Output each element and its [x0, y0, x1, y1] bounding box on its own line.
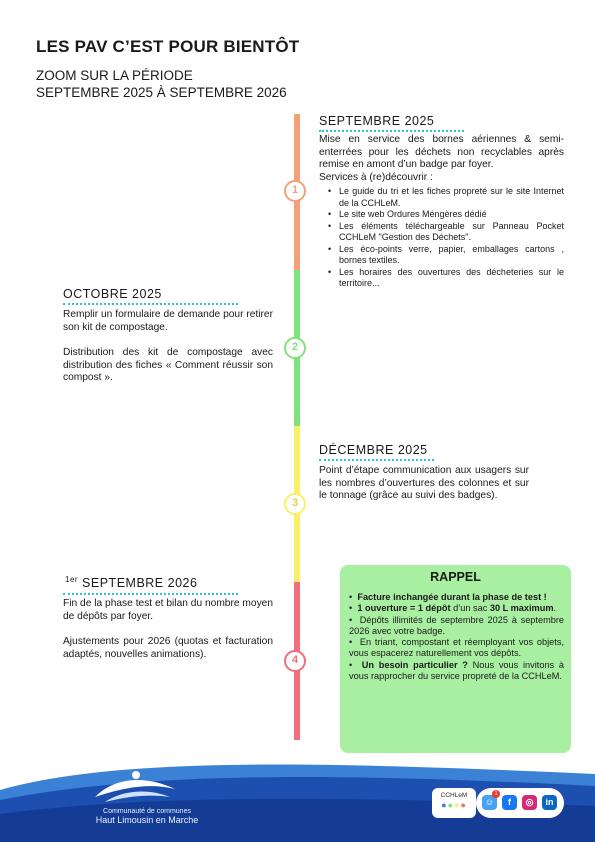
- notification-badge: 1: [492, 790, 500, 798]
- rappel-item-3: Dépôts illimités de septembre 2025 à septembre 2026 avec votre badge.: [349, 614, 565, 636]
- rappel-item: • Facture inchangée durant la phase de test !: [349, 592, 547, 602]
- stage-4-title-sup: 1er: [65, 575, 79, 584]
- list-item: • Le guide du tri et les fiches propreté sur le site Internet de la CCHLeM.: [319, 186, 564, 209]
- stage-4-title: [65, 575, 197, 590]
- list-item: • Les éco-points verre, papier, emballages cartons , bornes textiles.: [319, 244, 564, 267]
- rappel-item: • Un besoin particulier ? Nous vous invitons à vous rapprocher du service propreté de la CCHLeM.: [349, 659, 565, 682]
- page-title: LES PAV C’EST POUR BIENTÔT: [36, 37, 300, 56]
- rappel-item-2-bold-2: 30 L maximum: [489, 603, 554, 614]
- footer: [0, 762, 595, 842]
- subtitle-line-1: ZOOM SUR LA PÉRIODE: [36, 68, 193, 83]
- subtitle-line-2: SEPTEMBRE 2025 À SEPTEMBRE 2026: [36, 85, 287, 100]
- stage-1-body: [319, 134, 564, 290]
- stage-2-title: OCTOBRE 2025: [63, 287, 162, 301]
- rappel-item-5-bold: Un besoin particulier ?: [361, 659, 468, 670]
- stage-3-para-1: Point d’étape communication aux usagers sur les nombres d’ouvertures des colonnes et sur le tonnage (grâce au suivi des badges).: [319, 465, 529, 502]
- rappel-item-4: En triant, compostant et réemployant vos objets, vous espacerez naturellement vos dépôts.: [349, 637, 564, 659]
- stage-2-para-1: Remplir un formulaire de demande pour retirer son kit de compostage.: [63, 309, 273, 333]
- rappel-item-2-end: .: [553, 603, 557, 614]
- rappel-box: [340, 565, 571, 753]
- rappel-item-5-text: Nous vous invitons à vous rapprocher du service propreté de la CCHLeM.: [349, 659, 565, 682]
- timeline-node-2: 2: [284, 337, 306, 359]
- rappel-item-2-text: d’un sac: [450, 603, 490, 614]
- list-item: • Les éléments téléchargeable sur Panneau Pocket CCHLeM "Gestion des Déchets".: [319, 221, 564, 244]
- facebook-icon[interactable]: f: [502, 795, 517, 810]
- stage-1-dotted-rule: [319, 130, 464, 132]
- rappel-item: • 1 ouverture = 1 dépôt d’un sac 30 L maximum.: [349, 603, 557, 614]
- timeline-node-4: 4: [284, 650, 306, 672]
- org-name: [88, 808, 206, 825]
- stage-2-dotted-rule: [63, 303, 238, 305]
- panneau-pocket-icon[interactable]: ☺: [482, 795, 497, 810]
- rappel-list: [349, 592, 564, 682]
- stage-1-title: SEPTEMBRE 2025: [319, 114, 435, 128]
- org-line-1: Communauté de communes: [103, 808, 191, 815]
- rappel-item-1: Facture inchangée durant la phase de test !: [357, 592, 547, 602]
- rappel-item: • Dépôts illimités de septembre 2025 à septembre 2026 avec votre badge.: [349, 614, 565, 636]
- stage-1-services-list: [319, 186, 564, 290]
- rappel-item-2-bold: 1 ouverture = 1 dépôt: [357, 603, 451, 614]
- cchlem-badge: [432, 788, 476, 818]
- org-line-2: Haut Limousin en Marche: [95, 815, 199, 825]
- linkedin-icon[interactable]: in: [542, 795, 557, 810]
- stage-4-title-text: SEPTEMBRE 2026: [82, 576, 198, 591]
- stage-3-dotted-rule: [319, 459, 434, 461]
- stage-2-body: [63, 309, 273, 385]
- stage-3-body: [319, 465, 529, 503]
- stage-2-para-2: Distribution des kit de compostage avec distribution des fiches « Comment réussir son compost ».: [63, 347, 273, 384]
- cchlem-badge-dots-icon: ●●●●: [441, 800, 467, 810]
- stage-4-dotted-rule: [63, 593, 238, 595]
- stage-1-services-label: Services à (re)découvrir :: [319, 171, 433, 183]
- timeline-node-3: 3: [284, 493, 306, 515]
- list-item: • Les horaires des ouvertures des décheteries sur le territoire...: [319, 267, 564, 290]
- stage-4-para-1: Fin de la phase test et bilan du nombre moyen de dépôts par foyer.: [63, 598, 273, 622]
- page-subtitle: [36, 67, 287, 101]
- list-item: • Le site web Ordures Méngères dédié: [319, 209, 564, 221]
- stage-4-para-2: Ajustements pour 2026 (quotas et facturation adaptés, nouvelles animations).: [63, 636, 273, 660]
- rappel-title: RAPPEL: [430, 570, 481, 584]
- cchlem-logo-icon: [90, 767, 180, 807]
- instagram-icon[interactable]: ◎: [522, 795, 537, 810]
- cchlem-badge-label: CCHLeM: [440, 792, 468, 799]
- rappel-item: • En triant, compostant et réemployant vos objets, vous espacerez naturellement vos dépôts.: [349, 637, 564, 659]
- stage-1-intro: Mise en service des bornes aériennes & semi-enterrées pour les déchets non recyclables après remise en amont d’un badge par foyer.: [319, 134, 564, 171]
- stage-3-title: DÉCEMBRE 2025: [319, 443, 428, 457]
- stage-4-body: [63, 598, 273, 661]
- timeline-node-1: 1: [284, 180, 306, 202]
